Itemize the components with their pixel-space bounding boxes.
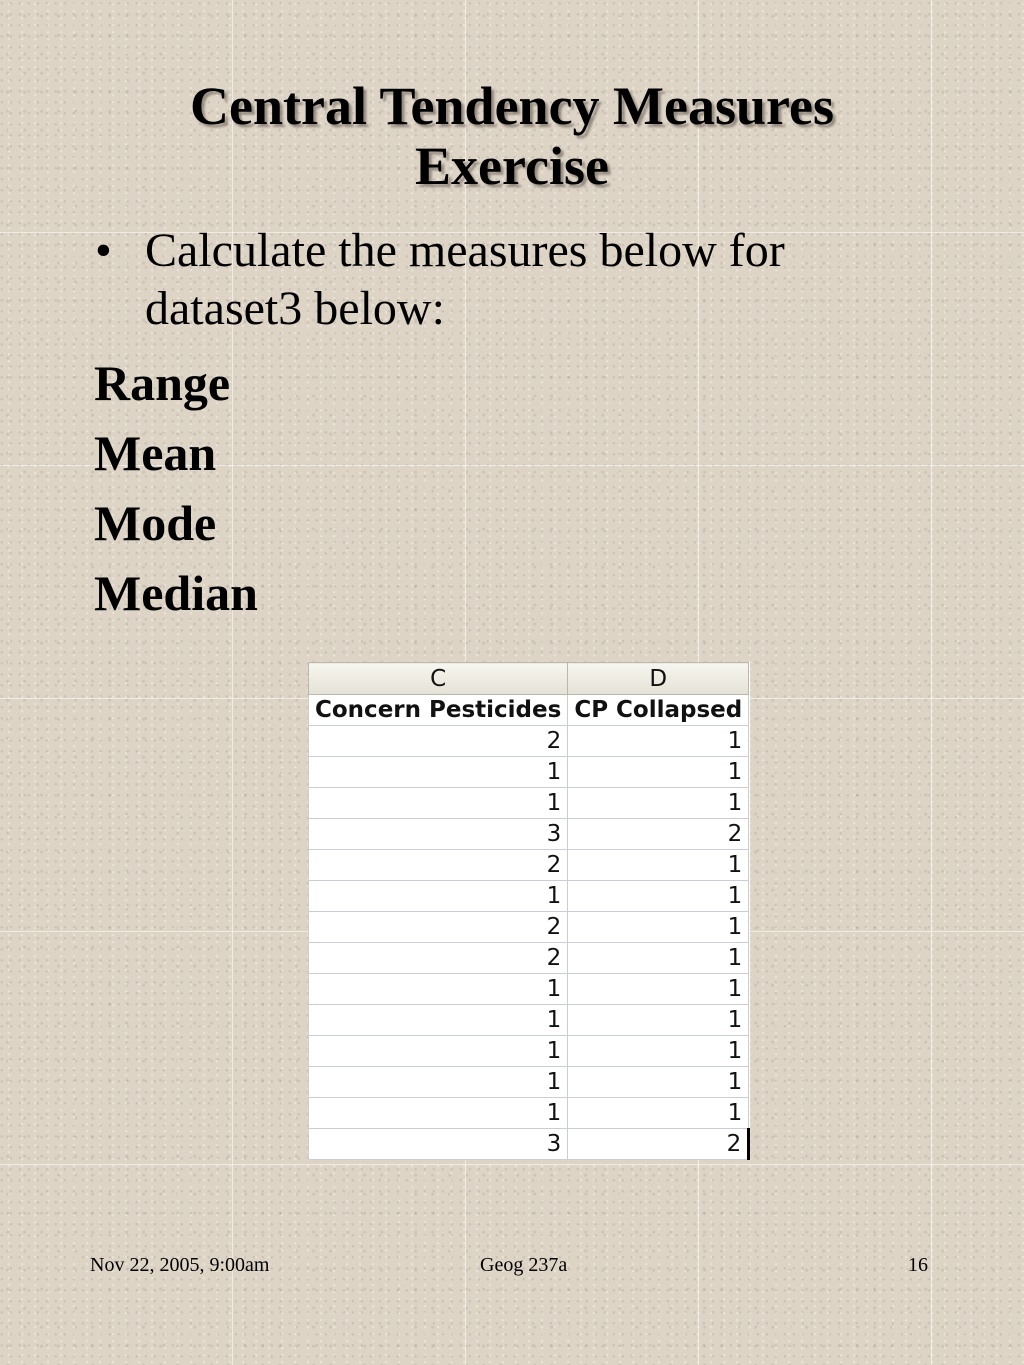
table-cell[interactable]: 2 [309, 943, 568, 974]
table-cell[interactable]: 1 [309, 974, 568, 1005]
table-cell[interactable]: 1 [568, 881, 749, 912]
table-cell[interactable]: 1 [309, 1098, 568, 1129]
footer-course: Geog 237a [480, 1254, 568, 1276]
table-cell[interactable]: 1 [568, 788, 749, 819]
table-row [309, 1129, 749, 1160]
table-cell[interactable]: 1 [309, 881, 568, 912]
table-cell[interactable]: 1 [568, 850, 749, 881]
table-cell[interactable]: 2 [568, 819, 749, 850]
table-cell[interactable]: 1 [568, 974, 749, 1005]
measure-median: Median [94, 565, 258, 621]
table-row [309, 1005, 749, 1036]
table-row [309, 726, 749, 757]
background-gridline [0, 1164, 1024, 1165]
table-cell[interactable]: 1 [309, 1005, 568, 1036]
background-gridline [931, 0, 932, 1365]
column-letter-c[interactable]: C [309, 663, 568, 695]
measure-range: Range [94, 355, 231, 411]
measure-mode: Mode [94, 495, 217, 551]
table-cell[interactable]: 2 [309, 726, 568, 757]
slide-title-line-2: Exercise [415, 136, 609, 196]
column-letter-d[interactable]: D [568, 663, 749, 695]
table-row [309, 1098, 749, 1129]
dataset-spreadsheet [308, 662, 750, 1160]
table-row [309, 974, 749, 1005]
measures-list [94, 348, 258, 628]
footer-date: Nov 22, 2005, 9:00am [90, 1254, 270, 1276]
table-cell[interactable]: 1 [568, 757, 749, 788]
footer-page-number: 16 [908, 1254, 928, 1276]
table-cell[interactable]: 1 [568, 1098, 749, 1129]
table-cell[interactable]: 1 [309, 1067, 568, 1098]
bullet-text: Calculate the measures below for dataset3 below: [145, 224, 785, 335]
table-cell[interactable]: 1 [309, 757, 568, 788]
table-row [309, 1067, 749, 1098]
bullet-marker: • [95, 224, 112, 277]
slide-title-line-1: Central Tendency Measures [190, 76, 834, 136]
slide-title [60, 76, 964, 196]
table-cell[interactable]: 2 [309, 912, 568, 943]
table-row [309, 1036, 749, 1067]
table-cell[interactable]: 1 [568, 1005, 749, 1036]
header-cell-cp-collapsed[interactable]: CP Collapsed [568, 695, 749, 726]
table-cell[interactable]: 1 [309, 1036, 568, 1067]
table-cell[interactable]: 1 [568, 943, 749, 974]
table-cell[interactable]: 1 [568, 912, 749, 943]
table-row [309, 757, 749, 788]
table-cell[interactable]: 3 [309, 819, 568, 850]
table-cell[interactable]: 1 [309, 788, 568, 819]
table-row [309, 881, 749, 912]
table-cell[interactable]: 2 [309, 850, 568, 881]
table-cell[interactable]: 1 [568, 1036, 749, 1067]
table-row [309, 819, 749, 850]
header-cell-concern-pesticides[interactable]: Concern Pesticides [309, 695, 568, 726]
measure-mean: Mean [94, 425, 217, 481]
table-cell[interactable]: 1 [568, 1067, 749, 1098]
header-row [309, 695, 749, 726]
bullet-item [95, 222, 915, 338]
table-row [309, 850, 749, 881]
table-row [309, 912, 749, 943]
table-row [309, 788, 749, 819]
table-row [309, 943, 749, 974]
column-letter-row [309, 663, 749, 695]
table-cell[interactable]: 3 [309, 1129, 568, 1160]
background-gridline [232, 0, 233, 1365]
table-cell[interactable]: 2 [568, 1129, 749, 1160]
table-cell[interactable]: 1 [568, 726, 749, 757]
